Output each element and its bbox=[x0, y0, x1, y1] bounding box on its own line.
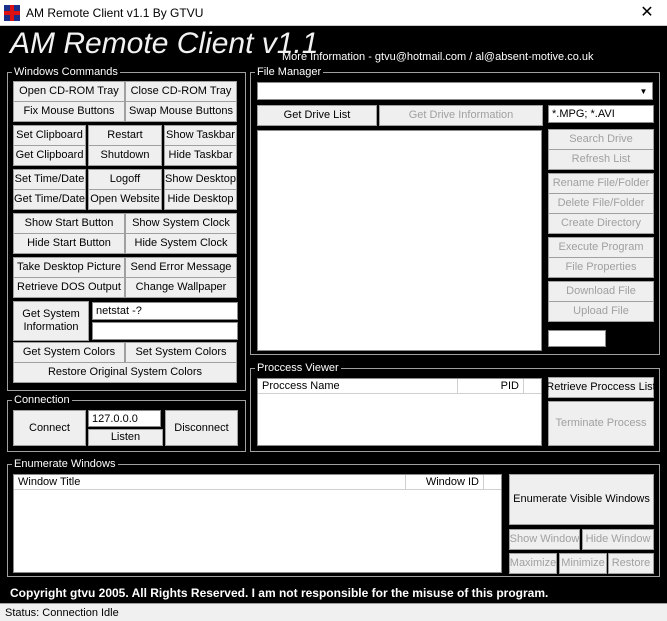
show-start-button[interactable]: Show Start Button bbox=[13, 213, 125, 234]
refresh-list-button[interactable]: Refresh List bbox=[548, 149, 654, 170]
file-properties-button[interactable]: File Properties bbox=[548, 257, 654, 278]
retrieve-dos-output-button[interactable]: Retrieve DOS Output bbox=[13, 277, 125, 298]
pid-column-header[interactable] bbox=[458, 379, 524, 394]
swap-mouse-button[interactable]: Swap Mouse Buttons bbox=[125, 101, 237, 122]
take-desktop-picture-button[interactable]: Take Desktop Picture bbox=[13, 257, 125, 278]
get-system-information-button[interactable]: Get System Information bbox=[13, 301, 89, 341]
window-list[interactable] bbox=[13, 474, 502, 573]
search-drive-button[interactable]: Search Drive bbox=[548, 129, 654, 150]
file-manager-label: File Manager bbox=[257, 66, 322, 78]
get-time-button[interactable]: Get Time/Date bbox=[13, 189, 86, 210]
hide-start-button[interactable]: Hide Start Button bbox=[13, 233, 125, 254]
hide-taskbar-button[interactable]: Hide Taskbar bbox=[164, 145, 237, 166]
set-time-button[interactable]: Set Time/Date bbox=[13, 169, 86, 190]
title-bar bbox=[0, 0, 667, 26]
transfer-progress-box bbox=[548, 330, 606, 347]
window-id-column-label: Window ID bbox=[425, 476, 479, 488]
connect-button[interactable]: Connect bbox=[13, 410, 86, 446]
upload-file-button[interactable]: Upload File bbox=[548, 301, 654, 322]
window-title: AM Remote Client v1.1 By GTVU bbox=[26, 6, 204, 20]
enumerate-windows-label: Enumerate Windows bbox=[14, 458, 116, 470]
logoff-button[interactable]: Logoff bbox=[88, 169, 162, 190]
listen-button[interactable]: Listen bbox=[88, 429, 163, 446]
get-system-colors-button[interactable]: Get System Colors bbox=[13, 342, 125, 363]
process-list[interactable] bbox=[257, 378, 542, 446]
drive-select[interactable] bbox=[257, 82, 653, 100]
restore-window-button[interactable]: Restore bbox=[608, 553, 654, 574]
process-viewer-label: Proccess Viewer bbox=[257, 362, 339, 374]
process-list-header bbox=[258, 379, 541, 394]
window-list-header bbox=[14, 475, 501, 490]
ip-address-input[interactable]: 127.0.0.0 bbox=[88, 410, 161, 427]
change-wallpaper-button[interactable]: Change Wallpaper bbox=[125, 277, 237, 298]
fix-mouse-button[interactable]: Fix Mouse Buttons bbox=[13, 101, 125, 122]
show-clock-button[interactable]: Show System Clock bbox=[125, 213, 237, 234]
file-filter-input[interactable]: *.MPG; *.AVI bbox=[548, 105, 654, 123]
process-name-column-header[interactable]: Proccess Name bbox=[258, 379, 458, 394]
restore-system-colors-button[interactable]: Restore Original System Colors bbox=[13, 362, 237, 383]
more-information-text: More Information - gtvu@hotmail.com / al@absent-motive.co.uk bbox=[282, 51, 594, 63]
maximize-window-button[interactable]: Maximize bbox=[509, 553, 557, 574]
command-output-field[interactable] bbox=[92, 322, 238, 340]
terminate-process-button[interactable]: Terminate Process bbox=[548, 401, 654, 446]
get-drive-information-button[interactable]: Get Drive Information bbox=[379, 105, 543, 126]
send-error-message-button[interactable]: Send Error Message bbox=[125, 257, 237, 278]
retrieve-process-list-button[interactable]: Retrieve Proccess List bbox=[548, 377, 654, 398]
chevron-down-icon: ▼ bbox=[639, 86, 648, 96]
copyright-notice: Copyright gtvu 2005. All Rights Reserved. I am not responsible for the misuse of this program. bbox=[10, 586, 549, 600]
open-cdrom-button[interactable]: Open CD-ROM Tray bbox=[13, 81, 125, 102]
create-directory-button[interactable]: Create Directory bbox=[548, 213, 654, 234]
windows-commands-label: Windows Commands bbox=[14, 66, 118, 78]
status-text: Status: Connection Idle bbox=[5, 607, 119, 619]
restart-button[interactable]: Restart bbox=[88, 125, 162, 146]
enumerate-visible-windows-button[interactable]: Enumerate Visible Windows bbox=[509, 474, 654, 525]
minimize-window-button[interactable]: Minimize bbox=[559, 553, 607, 574]
close-icon[interactable]: ✕ bbox=[640, 4, 654, 21]
status-bar bbox=[0, 603, 667, 621]
set-system-colors-button[interactable]: Set System Colors bbox=[125, 342, 237, 363]
delete-file-button[interactable]: Delete File/Folder bbox=[548, 193, 654, 214]
union-jack-icon bbox=[4, 5, 20, 21]
command-input[interactable]: netstat -? bbox=[92, 302, 238, 320]
window-id-column-header[interactable] bbox=[406, 475, 484, 490]
close-cdrom-button[interactable]: Close CD-ROM Tray bbox=[125, 81, 237, 102]
show-desktop-button[interactable]: Show Desktop bbox=[164, 169, 237, 190]
hide-desktop-button[interactable]: Hide Desktop bbox=[164, 189, 237, 210]
pid-column-label: PID bbox=[500, 380, 519, 392]
open-website-button[interactable]: Open Website bbox=[88, 189, 162, 210]
shutdown-button[interactable]: Shutdown bbox=[88, 145, 162, 166]
show-taskbar-button[interactable]: Show Taskbar bbox=[164, 125, 237, 146]
download-file-button[interactable]: Download File bbox=[548, 281, 654, 302]
get-drive-list-button[interactable]: Get Drive List bbox=[257, 105, 377, 126]
execute-program-button[interactable]: Execute Program bbox=[548, 237, 654, 258]
file-list[interactable] bbox=[257, 130, 542, 351]
window-title-column-header[interactable]: Window Title bbox=[14, 475, 406, 490]
get-clipboard-button[interactable]: Get Clipboard bbox=[13, 145, 86, 166]
set-clipboard-button[interactable]: Set Clipboard bbox=[13, 125, 86, 146]
show-window-button[interactable]: Show Window bbox=[509, 529, 580, 550]
hide-window-button[interactable]: Hide Window bbox=[582, 529, 654, 550]
disconnect-button[interactable]: Disconnect bbox=[165, 410, 238, 446]
hide-clock-button[interactable]: Hide System Clock bbox=[125, 233, 237, 254]
connection-label: Connection bbox=[14, 394, 70, 406]
app-banner-title: AM Remote Client v1.1 bbox=[10, 27, 319, 60]
rename-file-button[interactable]: Rename File/Folder bbox=[548, 173, 654, 194]
